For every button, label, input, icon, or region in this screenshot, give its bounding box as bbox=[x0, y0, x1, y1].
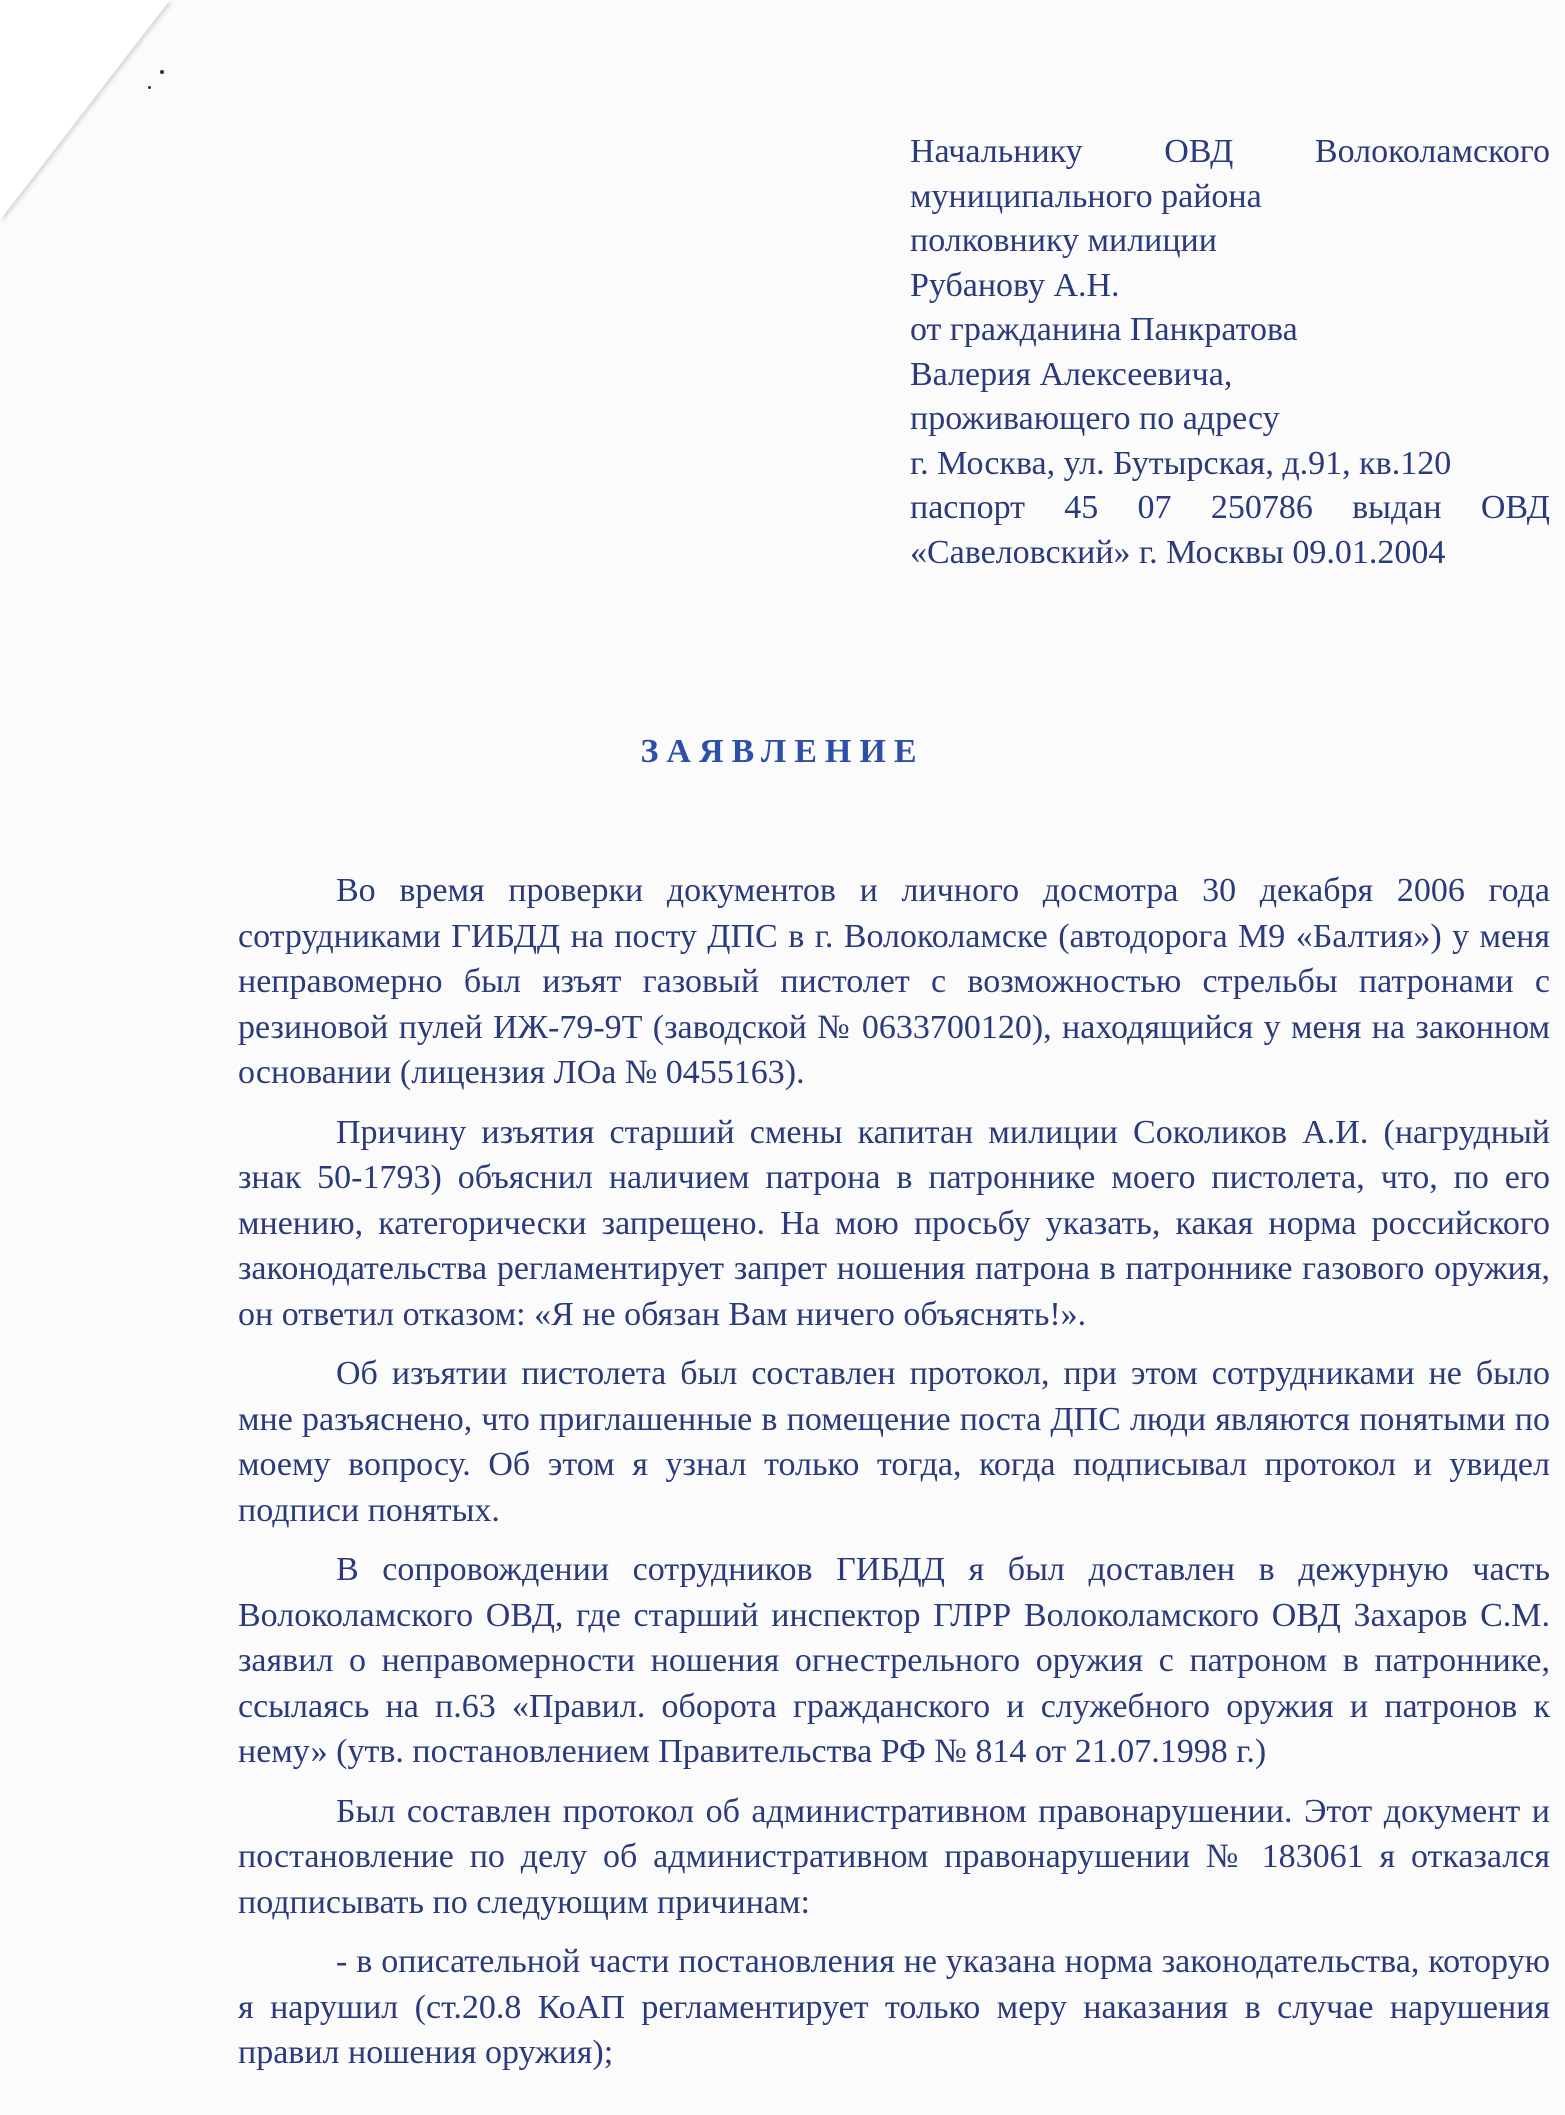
addressee-line: Валерия Алексеевича, bbox=[910, 355, 1233, 393]
addressee-block bbox=[910, 130, 1550, 575]
body-paragraph: Был составлен протокол об административном правонарушении. Этот документ и постановление по делу об административном правонарушении № 183061 я отказался подписывать по следующим причинам: bbox=[238, 1792, 1550, 1921]
document-title: ЗАЯВЛЕНИЕ bbox=[640, 733, 925, 770]
paper-speck bbox=[148, 86, 151, 89]
body-paragraph: В сопровождении сотрудников ГИБДД я был доставлен в дежурную часть Волоколамского ОВД, где старший инспектор ГЛРР Волоколамского ОВД Захаров С.М. заявил о неправомерности ношения огнестрельного оружия с патроном в патроннике, ссылаясь на п.63 «Правил. оборота гражданского и служебного оружия и патронов к нему» (утв. постановлением Правительства РФ № 814 от 21.07.1998 г.) bbox=[238, 1551, 1550, 1770]
body-list-item: - в описательной части постановления не указана норма законодательства, которую я нарушил (ст.20.8 КоАП регламентирует только меру наказания в случае нарушения правил ношения оружия); bbox=[238, 1943, 1550, 2071]
addressee-line: Начальнику ОВД Волоколамского bbox=[910, 133, 1550, 170]
addressee-line: «Савеловский» г. Москвы 09.01.2004 bbox=[910, 533, 1446, 571]
addressee-line: Рубанову А.Н. bbox=[910, 266, 1120, 304]
folded-corner bbox=[0, 0, 170, 220]
body-paragraph: Об изъятии пистолета был составлен протокол, при этом сотрудниками не было мне разъяснено, что приглашенные в помещение поста ДПС люди являются понятыми по моему вопросу. Об этом я узнал только тогда, когда подписывал протокол и увидел подписи понятых. bbox=[238, 1355, 1550, 1529]
body-paragraph: Причину изъятия старший смены капитан милиции Соколиков А.И. (нагрудный знак 50-1793) объяснил наличием патрона в патроннике моего пистолета, что, по его мнению, категорически запрещено. На мою просьбу указать, какая норма российского законодательства регламентирует запрет ношения патрона в патроннике газового оружия, он ответил отказом: «Я не обязан Вам ничего объяснять!». bbox=[238, 1113, 1550, 1333]
addressee-line: муниципального района bbox=[910, 177, 1262, 215]
document-body bbox=[238, 868, 1550, 2090]
addressee-line: от гражданина Панкратова bbox=[910, 311, 1298, 348]
addressee-line: г. Москва, ул. Бутырская, д.91, кв.120 bbox=[910, 444, 1452, 482]
body-paragraph: Во время проверки документов и личного досмотра 30 декабря 2006 года сотрудниками ГИБДД на посту ДПС в г. Волоколамске (автодорога М9 «Балтия») у меня неправомерно был изъят газовый пистолет с возможностью стрельбы патронами с резиновой пулей ИЖ-79-9Т (заводской № 0633700120), находящийся у меня на законном основании (лицензия ЛОа № 0455163). bbox=[238, 872, 1550, 1091]
paper-speck bbox=[160, 70, 164, 74]
addressee-line: паспорт 45 07 250786 выдан ОВД bbox=[910, 489, 1550, 526]
addressee-line: проживающего по адресу bbox=[910, 400, 1280, 437]
addressee-line: полковнику милиции bbox=[910, 222, 1217, 259]
